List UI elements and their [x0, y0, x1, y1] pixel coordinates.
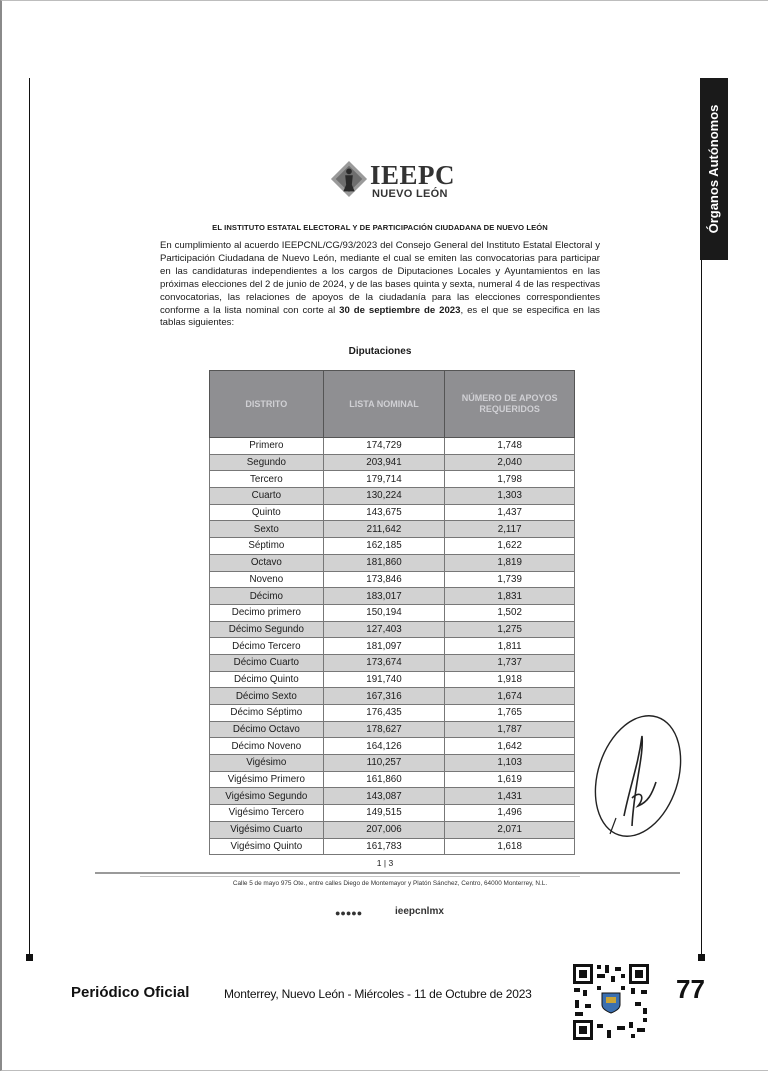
cell-distrito: Sexto	[210, 521, 324, 538]
social-handle: ieepcnlmx	[395, 906, 444, 917]
cell-apoyos-requeridos: 1,737	[445, 654, 575, 671]
cell-lista-nominal: 176,435	[323, 705, 445, 722]
cell-lista-nominal: 167,316	[323, 688, 445, 705]
cell-distrito: Décimo Segundo	[210, 621, 324, 638]
table-row	[210, 738, 575, 755]
social-icons: ●●●●●	[335, 908, 363, 918]
cell-distrito: Noveno	[210, 571, 324, 588]
header-distrito: DISTRITO	[210, 371, 324, 438]
cell-distrito: Décimo Sexto	[210, 688, 324, 705]
cell-apoyos-requeridos: 1,622	[445, 538, 575, 555]
table-row	[210, 588, 575, 605]
ieepc-logo-icon	[330, 160, 368, 198]
cell-lista-nominal: 161,860	[323, 771, 445, 788]
intro-date: 30 de septiembre de 2023	[339, 304, 461, 316]
diputaciones-table	[209, 370, 575, 855]
table-row	[210, 805, 575, 822]
cell-distrito: Décimo Séptimo	[210, 705, 324, 722]
cell-distrito: Quinto	[210, 504, 324, 521]
page-number: 77	[676, 974, 705, 1004]
table-row	[210, 821, 575, 838]
cell-apoyos-requeridos: 2,117	[445, 521, 575, 538]
cell-distrito: Décimo Quinto	[210, 671, 324, 688]
cell-lista-nominal: 130,224	[323, 488, 445, 505]
cell-apoyos-requeridos: 1,918	[445, 671, 575, 688]
cell-apoyos-requeridos: 1,739	[445, 571, 575, 588]
cell-lista-nominal: 143,087	[323, 788, 445, 805]
cell-distrito: Décimo	[210, 588, 324, 605]
cell-lista-nominal: 191,740	[323, 671, 445, 688]
left-margin-rule	[29, 78, 30, 958]
table-row	[210, 504, 575, 521]
table-row	[210, 771, 575, 788]
publication-place-date: Monterrey, Nuevo León - Miércoles - 11 de Octubre de 2023	[224, 987, 532, 1001]
qr-code-icon	[571, 962, 651, 1042]
cell-distrito: Vigésimo Primero	[210, 771, 324, 788]
intro-end: , es el que se especifica en las tablas siguientes:	[160, 304, 600, 329]
cell-apoyos-requeridos: 1,787	[445, 721, 575, 738]
cell-lista-nominal: 127,403	[323, 621, 445, 638]
cell-lista-nominal: 211,642	[323, 521, 445, 538]
handwritten-signature	[586, 706, 686, 846]
table-row	[210, 638, 575, 655]
table-row	[210, 705, 575, 722]
cell-distrito: Vigésimo Segundo	[210, 788, 324, 805]
table-row	[210, 438, 575, 455]
cell-lista-nominal: 183,017	[323, 588, 445, 605]
table-row	[210, 471, 575, 488]
cell-apoyos-requeridos: 1,619	[445, 771, 575, 788]
cell-lista-nominal: 174,729	[323, 438, 445, 455]
table-row	[210, 454, 575, 471]
table-row	[210, 688, 575, 705]
table-row	[210, 671, 575, 688]
cell-distrito: Vigésimo Tercero	[210, 805, 324, 822]
cell-distrito: Séptimo	[210, 538, 324, 555]
cell-lista-nominal: 162,185	[323, 538, 445, 555]
cell-apoyos-requeridos: 2,040	[445, 454, 575, 471]
table-row	[210, 604, 575, 621]
table-row	[210, 554, 575, 571]
cell-lista-nominal: 110,257	[323, 755, 445, 772]
page-count: 1 | 3	[376, 858, 394, 868]
cell-apoyos-requeridos: 1,748	[445, 438, 575, 455]
cell-lista-nominal: 207,006	[323, 821, 445, 838]
cell-apoyos-requeridos: 1,642	[445, 738, 575, 755]
cell-apoyos-requeridos: 1,674	[445, 688, 575, 705]
header-apoyos-requeridos: NÚMERO DE APOYOS REQUERIDOS	[445, 371, 575, 438]
cell-distrito: Vigésimo Quinto	[210, 838, 324, 855]
corner-mark	[26, 954, 33, 961]
cell-apoyos-requeridos: 1,819	[445, 554, 575, 571]
ieepc-logo	[328, 158, 458, 206]
cell-apoyos-requeridos: 1,502	[445, 604, 575, 621]
cell-distrito: Vigésimo	[210, 755, 324, 772]
cell-distrito: Décimo Tercero	[210, 638, 324, 655]
cell-apoyos-requeridos: 1,811	[445, 638, 575, 655]
header-lista-nominal: LISTA NOMINAL	[323, 371, 445, 438]
cell-distrito: Primero	[210, 438, 324, 455]
cell-distrito: Decimo primero	[210, 604, 324, 621]
logo-subtext: NUEVO LEÓN	[372, 188, 448, 200]
cell-lista-nominal: 181,097	[323, 638, 445, 655]
cell-apoyos-requeridos: 1,437	[445, 504, 575, 521]
cell-apoyos-requeridos: 1,103	[445, 755, 575, 772]
social-media-bar	[335, 906, 475, 920]
cell-lista-nominal: 173,674	[323, 654, 445, 671]
cell-distrito: Octavo	[210, 554, 324, 571]
cell-apoyos-requeridos: 1,496	[445, 805, 575, 822]
cell-distrito: Segundo	[210, 454, 324, 471]
cell-apoyos-requeridos: 1,765	[445, 705, 575, 722]
table-header-row	[210, 371, 575, 438]
cell-lista-nominal: 150,194	[323, 604, 445, 621]
cell-lista-nominal: 173,846	[323, 571, 445, 588]
cell-distrito: Décimo Noveno	[210, 738, 324, 755]
cell-apoyos-requeridos: 1,798	[445, 471, 575, 488]
cell-distrito: Vigésimo Cuarto	[210, 821, 324, 838]
cell-lista-nominal: 143,675	[323, 504, 445, 521]
cell-lista-nominal: 164,126	[323, 738, 445, 755]
footer-divider-thin	[140, 876, 580, 877]
cell-apoyos-requeridos: 1,618	[445, 838, 575, 855]
table-row	[210, 721, 575, 738]
table-row	[210, 521, 575, 538]
table-row	[210, 838, 575, 855]
document-heading: EL INSTITUTO ESTATAL ELECTORAL Y DE PARTICIPACIÓN CIUDADANA DE NUEVO LEÓN	[212, 223, 548, 232]
publication-name: Periódico Oficial	[71, 984, 190, 1001]
cell-lista-nominal: 149,515	[323, 805, 445, 822]
cell-apoyos-requeridos: 1,431	[445, 788, 575, 805]
table-title: Diputaciones	[348, 346, 412, 357]
cell-distrito: Décimo Octavo	[210, 721, 324, 738]
cell-apoyos-requeridos: 1,275	[445, 621, 575, 638]
cell-apoyos-requeridos: 1,303	[445, 488, 575, 505]
intro-paragraph	[160, 240, 600, 330]
table-row	[210, 488, 575, 505]
section-label: Órganos Autónomos	[706, 104, 721, 234]
section-side-tab	[700, 78, 728, 260]
cell-lista-nominal: 161,783	[323, 838, 445, 855]
cell-distrito: Cuarto	[210, 488, 324, 505]
cell-distrito: Décimo Cuarto	[210, 654, 324, 671]
table-body	[210, 438, 575, 855]
intro-text: En cumplimiento al acuerdo IEEPCNL/CG/93/2023 del Consejo General del Instituto Estatal Electoral y Participación Ciudadana de Nuevo León, mediante el cual se emiten las convocatorias para participar en las candidaturas independientes a los cargos de Diputaciones Locales y Ayuntamientos en las próximas elecciones del 2 de junio de 2024, y de las bases quinta y sexta, numeral 4 de las respectivas convocatorias, las relaciones de apoyos de la ciudadanía para las elecciones correspondientes conforme a la lista nominal con corte al	[160, 240, 600, 316]
table-row	[210, 538, 575, 555]
cell-apoyos-requeridos: 2,071	[445, 821, 575, 838]
table-row	[210, 654, 575, 671]
cell-apoyos-requeridos: 1,831	[445, 588, 575, 605]
cell-lista-nominal: 178,627	[323, 721, 445, 738]
corner-mark	[698, 954, 705, 961]
table-row	[210, 755, 575, 772]
table-row	[210, 788, 575, 805]
table-row	[210, 621, 575, 638]
cell-distrito: Tercero	[210, 471, 324, 488]
logo-text: IEEPC	[370, 160, 456, 190]
footer-divider	[95, 872, 680, 874]
cell-lista-nominal: 203,941	[323, 454, 445, 471]
cell-lista-nominal: 181,860	[323, 554, 445, 571]
table-row	[210, 571, 575, 588]
institute-address: Calle 5 de mayo 975 Ote., entre calles Diego de Montemayor y Platón Sánchez, Centro, 64000 Monterrey, N.L.	[232, 880, 548, 887]
cell-lista-nominal: 179,714	[323, 471, 445, 488]
